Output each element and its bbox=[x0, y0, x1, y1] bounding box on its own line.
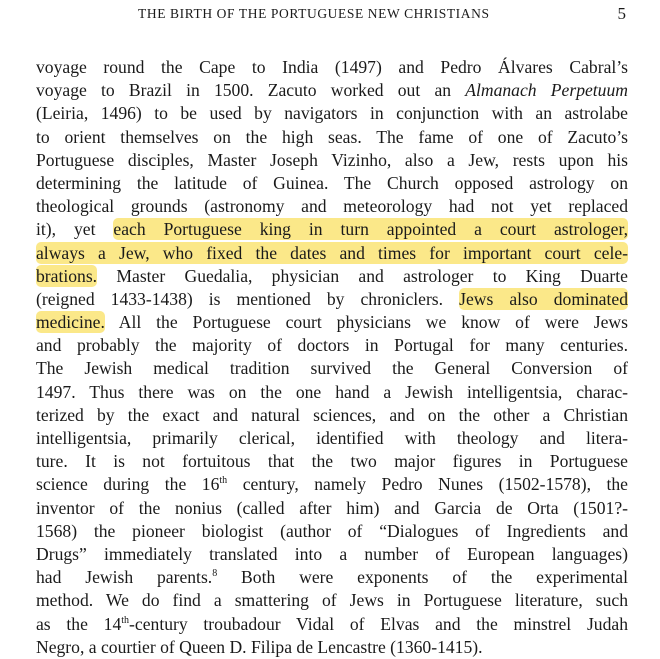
text-line: science during the 16th century, namely Pedro Nunes (1502-1578), the bbox=[36, 474, 628, 495]
superscript: th bbox=[121, 614, 130, 626]
text-line: Portuguese disciples, Master Joseph Vizinho, also a Jew, rests upon his bbox=[36, 149, 628, 170]
text-line: ture. It is not fortuitous that the two major figures in Portuguese bbox=[36, 451, 628, 472]
text-line: 1497. Thus there was on the one hand a Jewish intelligentsia, charac- bbox=[36, 381, 628, 402]
highlighted-text: brations. bbox=[36, 265, 98, 286]
text-line: brations. Master Guedalia, physician and astrologer to King Duarte bbox=[36, 265, 628, 286]
text-line bbox=[36, 242, 628, 265]
text-line: method. We do find a smattering of Jews in Portuguese literature, such bbox=[36, 590, 628, 611]
highlighted-text: each Portuguese king in turn appointed a court astrologer, bbox=[113, 219, 628, 240]
text-line: to orient themselves on the high seas. The fame of one of Zacuto’s bbox=[36, 126, 628, 147]
text-line: 1568) the pioneer biologist (author of “Dialogues of Ingredients and bbox=[36, 520, 628, 541]
body-text bbox=[36, 56, 628, 659]
text-line: (reigned 1433-1438) is mentioned by chroniclers. Jews also dominated bbox=[36, 288, 628, 309]
text-line: as the 14th-century troubadour Vidal of Elvas and the minstrel Judah bbox=[36, 613, 628, 634]
page-number: 5 bbox=[617, 4, 626, 23]
text-line: Negro, a courtier of Queen D. Filipa de Lencastre (1360-1415). bbox=[36, 636, 483, 657]
text-line: The Jewish medical tradition survived the General Conversion of bbox=[36, 358, 628, 379]
text-line: terized by the exact and natural sciences, and on the other a Christian bbox=[36, 404, 628, 425]
text-line: intelligentsia, primarily clerical, identified with theology and litera- bbox=[36, 428, 628, 448]
text-line: determining the latitude of Guinea. The Church opposed astrology on bbox=[36, 172, 628, 193]
running-header-title: THE BIRTH OF THE PORTUGUESE NEW CHRISTIANS bbox=[138, 6, 490, 21]
text-line: and probably the majority of doctors in Portugal for many centuries. bbox=[36, 335, 628, 356]
text-line: medicine. All the Portuguese court physicians we know of were Jews bbox=[36, 312, 628, 333]
running-header bbox=[0, 0, 660, 34]
text-line: Drugs” immediately translated into a number of European languages) bbox=[36, 543, 628, 564]
footnote-reference[interactable]: 8 bbox=[212, 568, 218, 580]
text-line: inventor of the nonius (called after him) and Garcia de Orta (1501?- bbox=[36, 497, 628, 518]
book-title-emphasis: Almanach Perpetuum bbox=[465, 80, 628, 101]
text-line: voyage round the Cape to India (1497) and Pedro Álvares Cabral’s bbox=[36, 57, 628, 77]
text-line: (Leiria, 1496) to be used by navigators in conjunction with an astrolabe bbox=[36, 103, 628, 124]
highlighted-text: medicine. bbox=[36, 312, 105, 333]
text-line: theological grounds (astronomy and meteorology had not yet replaced bbox=[36, 196, 628, 217]
text-line: had Jewish parents.$^8$ Both were exponents of the experimental bbox=[36, 567, 628, 588]
highlighted-text: Jews also dominated bbox=[459, 288, 628, 309]
text-line: it), yet each Portuguese king in turn appointed a court astrologer, bbox=[36, 219, 628, 240]
highlighted-text: always a Jew, who fixed the dates and times for important court cele- bbox=[36, 242, 628, 263]
text-line: voyage to Brazil in 1500. Zacuto worked out an Almanach Perpetuum bbox=[36, 80, 628, 101]
superscript: th bbox=[219, 475, 228, 487]
